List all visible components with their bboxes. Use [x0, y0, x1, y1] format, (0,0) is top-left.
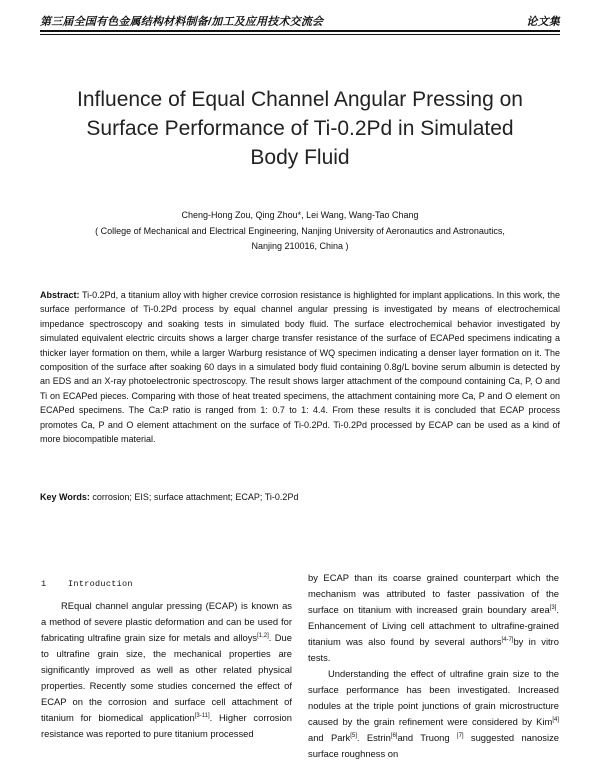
paragraph-text: by in vitro tests. — [308, 636, 559, 663]
paragraph-text: REqual channel angular pressing (ECAP) is known as a method of severe plastic deformation and can be used for fabricating ultrafine grain size for metals and alloys — [41, 600, 292, 643]
citation: [6] — [390, 732, 398, 739]
paragraph-text: Understanding the effect of ultrafine grain size to the surface performance has been investigated. Increased nodules at the triple point junctions of grain microstructure caused by the grain refinement were considered by Kim — [308, 668, 559, 727]
paragraph-text: and Park — [308, 732, 351, 743]
paragraph-text: and Truong — [397, 732, 457, 743]
affiliation-line: Nanjing 210016, China ) — [251, 241, 349, 251]
intro-paragraph-continued — [308, 570, 559, 666]
title-line: Body Fluid — [250, 146, 350, 169]
citation: [5] — [350, 732, 357, 739]
title-line: Influence of Equal Channel Angular Pressing on — [77, 88, 523, 111]
intro-paragraph — [41, 598, 292, 742]
conference-name: 第三届全国有色金属结构材料制备/加工及应用技术交流会 — [40, 16, 324, 28]
abstract — [40, 288, 560, 446]
section-number: 1 — [41, 579, 47, 589]
keywords — [40, 490, 560, 504]
citation: [1,2] — [257, 632, 269, 639]
affiliation-line: ( College of Mechanical and Electrical Engineering, Nanjing University of Aeronautics and Astronautics, — [95, 226, 505, 236]
citation: [4-7] — [501, 636, 514, 643]
citation: [4] — [552, 716, 559, 723]
header-rule-thin — [40, 34, 560, 35]
citation: [3] — [549, 604, 557, 611]
right-column — [308, 570, 559, 762]
paragraph-text: . Estrin — [356, 732, 391, 743]
paragraph-text: . Higher corrosion resistance was reported to pure titanium processed — [41, 712, 292, 739]
intro-paragraph — [308, 666, 559, 762]
header-rule-thick — [40, 30, 560, 32]
section-title: Introduction — [68, 579, 133, 589]
keywords-label: Key Words: — [40, 492, 90, 502]
author-list: Cheng-Hong Zou, Qing Zhou*, Lei Wang, Wang-Tao Chang — [181, 210, 419, 220]
citation: [7] — [456, 732, 464, 739]
citation: [3-11] — [194, 712, 210, 719]
title-line: Surface Performance of Ti-0.2Pd in Simulated — [86, 117, 514, 140]
paragraph-text: suggested nanosize surface roughness on — [308, 732, 559, 759]
section-heading — [41, 576, 292, 592]
paragraph-text: by ECAP than its coarse grained counterpart which the mechanism was attributed to faster passivation of the surface on titanium with increased grain boundary area — [308, 572, 559, 615]
abstract-label: Abstract: — [40, 290, 80, 300]
affiliation — [40, 224, 560, 254]
paragraph-text: . Due to ultrafine grain size, the mechanical properties are significantly improved as well as other related physical properties. Recently some studies concerned the effect of ECAP on the corrosion and surface cell attachment of titanium for biomedical application — [41, 632, 292, 723]
paper-title — [40, 85, 560, 172]
abstract-text: Ti-0.2Pd, a titanium alloy with higher crevice corrosion resistance is highlighted for implant applications. In this work, the surface performance of Ti-0.2Pd process by equal channel angular pressing is investigated by means of electrochemical impedance spectroscopy and soaking tests in simulated body fluid. The surface electrochemical behavior investigated by simulated equivalent electric circuits shows a larger charge transfer resistance of the surface of ECAPed specimens indicating a thicker layer formation on them, while a larger Warburg resistance of WQ specimen indicating a denser layer formation on it. The composition of the surface after soaking 60 days in a simulated body fluid containing 0.8g/L bovine serum albumin is detected by an EDS and an X-ray photoelectronic spectroscopy. The result shows larger attachment of the compound containing Ca, P, O and Ti on ECAPed pieces. Comparing with those of heat treated specimens, the attachment containing more Ca, P and O element on ECAPed specimens. The Ca:P ratio is ranged from 1: 0.7 to 1: 4.4. From these results it is concluded that ECAP process promotes Ca, P and O element attachment on the surface of Ti-0.2Pd. Ti-0.2Pd processed by ECAP can be used as a kind of more biocompatible material. — [40, 290, 560, 445]
running-header — [40, 10, 560, 30]
paragraph-text: . Enhancement of Living cell attachment to ultrafine-grained titanium was also found by several authors — [308, 604, 559, 647]
proceedings-label: 论文集 — [526, 16, 560, 28]
keywords-text: corrosion; EIS; surface attachment; ECAP; Ti-0.2Pd — [92, 492, 299, 502]
left-column — [41, 570, 292, 742]
